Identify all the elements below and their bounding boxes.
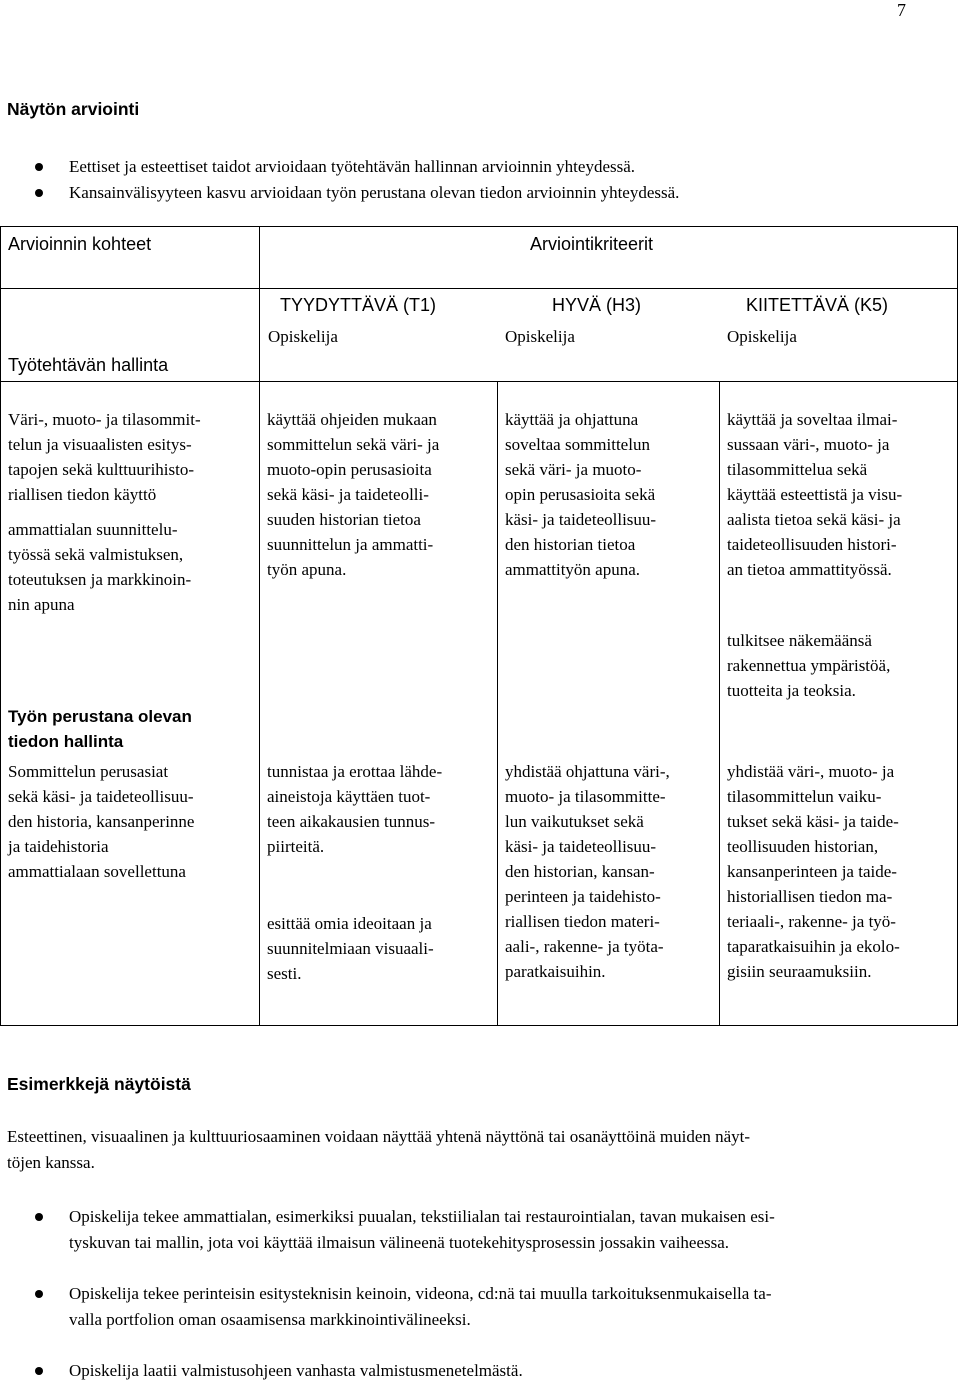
area1-t1-text: käyttää ohjeiden mukaan sommittelun sekä väri- ja muoto-opin perusasioita sekä käsi- ja taideteolli- suuden historian tietoa suunnittelun ja ammatti- työn apuna. bbox=[267, 410, 440, 579]
criteria-header: Arviointikriteerit bbox=[530, 234, 654, 254]
level-satisfactory-subheader: Opiskelija bbox=[268, 327, 338, 346]
assessment-criteria-table bbox=[0, 226, 958, 1026]
excellent-cell bbox=[720, 382, 958, 1026]
area2-t1-text-a: tunnistaa ja erottaa lähde- aineistoja käyttäen tuot- teen aikakausien tunnus- piirteitä. bbox=[267, 762, 443, 856]
area2-title: Työn perustana olevan tiedon hallinta bbox=[8, 707, 192, 751]
area1-h3-text: käyttää ja ohjattuna soveltaa sommittelun sekä väri- ja muoto- opin perusasioita sekä käsi- ja taideteollisuu- den historian tietoa ammattityön apuna. bbox=[505, 410, 657, 579]
levels-header-cell bbox=[260, 289, 958, 382]
area2-k5-text: yhdistää väri-, muoto- ja tilasommittelun vaiku- tukset sekä käsi- ja taide- teollisuuden historian, kansanperinteen ja taide- historiallisen tiedon ma- teriaali-, rakenne- ja työ- taparatkaisuihin ja ekolo- gisiin seuraamuksiin. bbox=[727, 762, 900, 981]
example-bullet: Opiskelija laatii valmistusohjeen vanhasta valmistusmenetelmästä. bbox=[0, 1358, 960, 1384]
page-number: 7 bbox=[897, 0, 906, 20]
area1-target-b: ammattialan suunnittelu- työssä sekä valmistuksen, toteutuksen ja markkinoin- nin apuna bbox=[8, 520, 192, 614]
area1-title: Työtehtävän hallinta bbox=[8, 355, 169, 375]
targets-header-cell bbox=[1, 227, 260, 289]
area2-target: Sommittelun perusasiat sekä käsi- ja taideteollisuu- den historia, kansanperinne ja taidehistoria ammattialaan sovellettuna bbox=[8, 762, 195, 881]
area1-k5-text-a: käyttää ja soveltaa ilmai- sussaan väri-, muoto- ja tilasommittelua sekä käyttää esteettistä ja visu- aalista tietoa sekä käsi- ja taideteollisuuden histori- an tietoa ammattityössä. bbox=[727, 410, 903, 579]
level-excellent-subheader: Opiskelija bbox=[727, 327, 797, 346]
intro-bullet: Kansainvälisyyteen kasvu arvioidaan työn perustana olevan tiedon arvioinnin yhteydessä. bbox=[0, 180, 960, 206]
section-title: Näytön arviointi bbox=[7, 99, 140, 119]
examples-bullet-list bbox=[0, 1204, 960, 1384]
good-cell bbox=[498, 382, 720, 1026]
intro-bullet: Eettiset ja esteettiset taidot arvioidaan työtehtävän hallinnan arvioinnin yhteydessä. bbox=[0, 154, 960, 180]
area1-target-a: Väri-, muoto- ja tilasommit- telun ja visuaalisten esitys- tapojen sekä kulttuurihisto- riallisen tiedon käyttö bbox=[8, 410, 201, 504]
levels-header-row bbox=[1, 289, 958, 382]
table-body-row bbox=[1, 382, 958, 1026]
examples-intro: Esteettinen, visuaalinen ja kulttuuriosaaminen voidaan näyttää yhtenä näyttönä tai osanäyttöinä muiden näyt- töjen kanssa. bbox=[7, 1127, 751, 1172]
area2-h3-text: yhdistää ohjattuna väri-, muoto- ja tilasommitte- lun vaikutukset sekä käsi- ja taideteollisuu- den historian, kansan- perinteen ja taidehisto- riallisen tiedon materi- aali-, rakenne- ja työta- paratkaisuihin. bbox=[505, 762, 670, 981]
targets-cell bbox=[1, 382, 260, 1026]
example-bullet: Opiskelija tekee perinteisin esitysteknisin keinoin, videona, cd:nä tai muulla tarkoituksenmukaisella ta- valla portfolion oman osaamisensa markkinointivälineeksi. bbox=[0, 1281, 960, 1333]
targets-header: Arvioinnin kohteet bbox=[8, 234, 152, 254]
level-good: HYVÄ (H3) bbox=[552, 295, 642, 315]
area1-k5-text-b: tulkitsee näkemäänsä rakennettua ympäristöä, tuotteita ja teoksia. bbox=[727, 631, 891, 700]
example-bullet: Opiskelija tekee ammattialan, esimerkiksi puualan, tekstiilialan tai restaurointialan, tavan mukaisen esi- tyskuvan tai mallin, jota voi käyttää ilmaisun välineenä tuotekehitysprosessin jossakin vaiheessa. bbox=[0, 1204, 960, 1256]
intro-bullet-list bbox=[0, 154, 960, 206]
table-header-row bbox=[1, 227, 958, 289]
criteria-header-cell bbox=[260, 227, 958, 289]
level-good-subheader: Opiskelija bbox=[505, 327, 575, 346]
satisfactory-cell bbox=[260, 382, 498, 1026]
area2-t1-text-b: esittää omia ideoitaan ja suunnitelmiaan visuaali- sesti. bbox=[267, 914, 434, 983]
level-excellent: KIITETTÄVÄ (K5) bbox=[746, 295, 889, 315]
area1-title-cell bbox=[1, 289, 260, 382]
level-satisfactory: TYYDYTTÄVÄ (T1) bbox=[280, 295, 437, 315]
examples-title: Esimerkkejä näytöistä bbox=[7, 1074, 191, 1094]
